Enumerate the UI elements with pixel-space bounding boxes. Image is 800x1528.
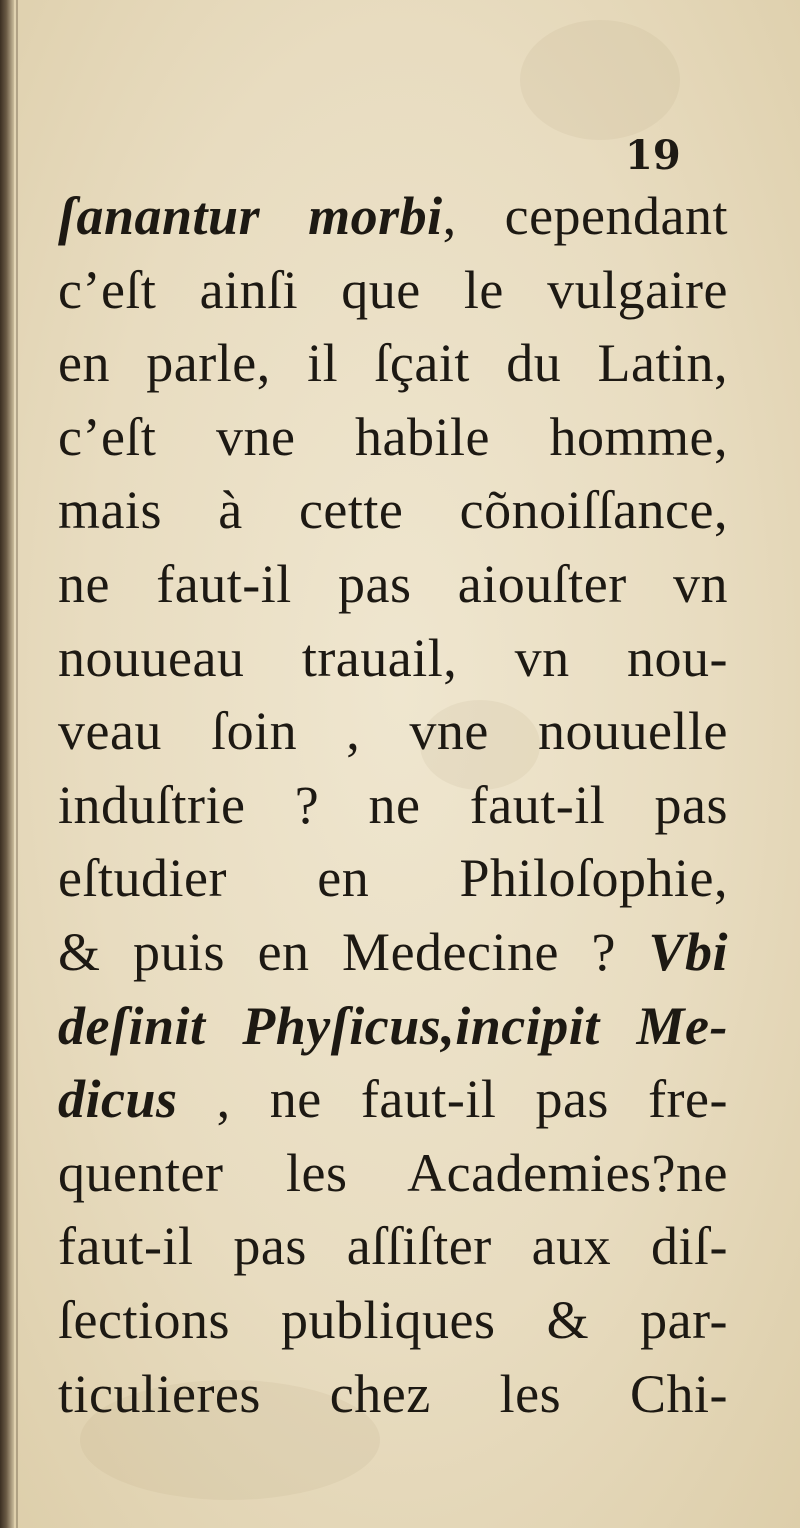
text-line: [58, 327, 728, 401]
text-segment: ticulieres chez les Chi-: [58, 1363, 728, 1424]
text-segment: eſtudier en Philoſophie,: [58, 848, 728, 909]
text-segment: faut-il pas aſſiſter aux diſ-: [58, 1216, 728, 1277]
text-line: [58, 695, 728, 769]
page-binding-edge: [0, 0, 14, 1528]
text-segment: mais à cette cõnoiſſance,: [58, 480, 728, 541]
text-segment: nouueau trauail, vn nou-: [58, 627, 728, 688]
text-segment: & puis en Medecine ?: [58, 921, 649, 982]
text-line: [58, 1284, 728, 1358]
text-line: [58, 916, 728, 990]
text-segment: ne faut-il pas aiouſter vn: [58, 553, 728, 614]
text-line: [58, 1358, 728, 1432]
text-line: [58, 474, 728, 548]
gutter-line: [16, 0, 18, 1528]
text-line: [58, 842, 728, 916]
text-line: [58, 180, 728, 254]
text-line: [58, 622, 728, 696]
text-segment: c’eſt ainſi que le vulgaire: [58, 259, 728, 320]
text-line: [58, 254, 728, 328]
text-segment: , ne faut-il pas fre-: [177, 1069, 728, 1130]
latin-phrase: ſanantur morbi: [58, 186, 443, 246]
text-segment: en parle, il ſçait du Latin,: [58, 333, 728, 394]
text-segment: c’eſt vne habile homme,: [58, 406, 728, 467]
text-line: [58, 1063, 728, 1137]
text-line: [58, 401, 728, 475]
text-segment: , cependant: [442, 186, 728, 246]
text-line: [58, 769, 728, 843]
text-segment: veau ſoin , vne nouuelle: [58, 701, 728, 762]
text-line: [58, 548, 728, 622]
text-segment: ſections publiques & par-: [58, 1289, 728, 1350]
latin-phrase: Vbi: [648, 921, 728, 982]
page-number: 19: [625, 132, 681, 179]
latin-phrase: dicus: [58, 1069, 178, 1130]
body-text: [58, 180, 728, 1431]
text-line: [58, 1210, 728, 1284]
text-line: [58, 1137, 728, 1211]
text-segment: induſtrie ? ne faut-il pas: [58, 774, 728, 835]
paper-stain: [520, 20, 680, 140]
text-segment: quenter les Academies?ne: [58, 1142, 728, 1203]
latin-phrase: deſinit Phyſicus,incipit Me-: [58, 995, 728, 1056]
text-line: [58, 990, 728, 1064]
